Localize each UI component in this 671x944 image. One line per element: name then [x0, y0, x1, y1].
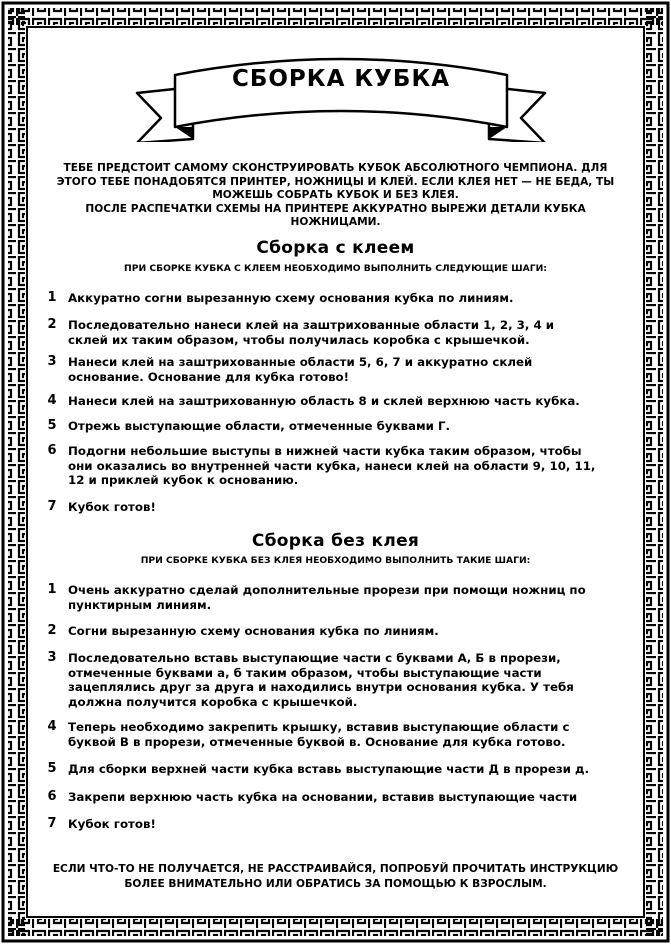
step-text: Кубок готов!	[68, 817, 156, 831]
step-text: Согни вырезанную схему основания кубка по линиям.	[68, 624, 439, 638]
step-number: 3	[47, 354, 57, 369]
step-text: Последовательно вставь выступающие части с буквами А, Б в прорези, отмеченные буквами а, б таким образом, чтобы выступающие части зацеплялись друг за друга и находились внутри основания кубка. У тебя должна получится коробка с крышечкой.	[68, 651, 574, 709]
step-number: 1	[47, 290, 57, 305]
step-number: 6	[47, 443, 57, 458]
step-number: 4	[47, 719, 57, 734]
intro-text	[44, 162, 627, 230]
step-number: 5	[47, 761, 57, 776]
step-number: 4	[47, 393, 57, 408]
step-text: Последовательно нанеси клей на заштрихованные области 1, 2, 3, 4 и склей их таким образом, чтобы получилась коробка с крышечкой.	[68, 318, 555, 347]
step-text: Очень аккуратно сделай дополнительные прорези при помощи ножниц по пунктирным линиям.	[68, 583, 586, 612]
step-number: 2	[47, 317, 57, 332]
intro-paragraph-1: ТЕБЕ ПРЕДСТОИТ САМОМУ СКОНСТРУИРОВАТЬ КУБОК АБСОЛЮТНОГО ЧЕМПИОНА. ДЛЯ ЭТОГО ТЕБЕ ПОНАДОБЯТСЯ ПРИНТЕР, НОЖНИЦЫ И КЛЕЙ. ЕСЛИ КЛЕЯ НЕТ — НЕ БЕДА, ТЫ МОЖЕШЬ СОБРАТЬ КУБОК И БЕЗ КЛЕЯ.	[56, 162, 615, 202]
ribbon-graphic	[135, 47, 547, 142]
step-number: 2	[47, 623, 57, 638]
content-area	[44, 42, 627, 902]
step-number: 1	[47, 582, 57, 597]
page-title: СБОРКА КУБКА	[231, 66, 451, 92]
step-number: 6	[47, 789, 57, 804]
noglue-section-subtitle: ПРИ СБОРКЕ КУБКА БЕЗ КЛЕЯ НЕОБХОДИМО ВЫПОЛНИТЬ ТАКИЕ ШАГИ:	[140, 555, 531, 566]
step-number: 7	[47, 499, 57, 514]
intro-paragraph-2: ПОСЛЕ РАСПЕЧАТКИ СХЕМЫ НА ПРИНТЕРЕ АККУРАТНО ВЫРЕЖИ ДЕТАЛИ КУБКА НОЖНИЦАМИ.	[85, 202, 586, 229]
step-text: Нанеси клей на заштрихованные области 5, 6, 7 и аккуратно склей основание. Основание для кубка готово!	[68, 355, 533, 384]
step-text: Теперь необходимо закрепить крышку, вставив выступающие области с буквой В в прорези, отмеченные буквой в. Основание для кубка готово.	[68, 720, 570, 749]
step-text: Аккуратно согни вырезанную схему основания кубка по линиям.	[68, 291, 514, 305]
glue-section-subtitle: ПРИ СБОРКЕ КУБКА С КЛЕЕМ НЕОБХОДИМО ВЫПОЛНИТЬ СЛЕДУЮЩИЕ ШАГИ:	[124, 263, 547, 274]
step-text: Для сборки верхней части кубка вставь выступающие части Д в прорези д.	[68, 762, 590, 776]
glue-section-title: Сборка с клеем	[256, 238, 415, 258]
step-number: 3	[47, 650, 57, 665]
closing-note: ЕСЛИ ЧТО-ТО НЕ ПОЛУЧАЕТСЯ, НЕ РАССТРАИВАЙСЯ, ПОПРОБУЙ ПРОЧИТАТЬ ИНСТРУКЦИЮ БОЛЕЕ ВНИМАТЕЛЬНО ИЛИ ОБРАТИСЬ ЗА ПОМОЩЬЮ К ВЗРОСЛЫМ.	[52, 863, 619, 890]
step-text: Кубок готов!	[68, 500, 156, 514]
step-text: Подогни небольшие выступы в нижней части кубка таким образом, чтобы они оказались во внутренней части кубка, нанеси клей на области 9, 10, 11, 12 и приклей кубок к основанию.	[68, 444, 596, 487]
step-text: Отрежь выступающие области, отмеченные буквами Г.	[68, 419, 451, 433]
step-number: 5	[47, 418, 57, 433]
title-banner	[135, 47, 547, 142]
noglue-section-title: Сборка без клея	[251, 531, 420, 551]
step-text: Нанеси клей на заштрихованную область 8 и склей верхнюю часть кубка.	[68, 394, 580, 408]
step-number: 7	[47, 816, 57, 831]
step-text: Закрепи верхнюю часть кубка на основании, вставив выступающие части	[68, 790, 578, 804]
